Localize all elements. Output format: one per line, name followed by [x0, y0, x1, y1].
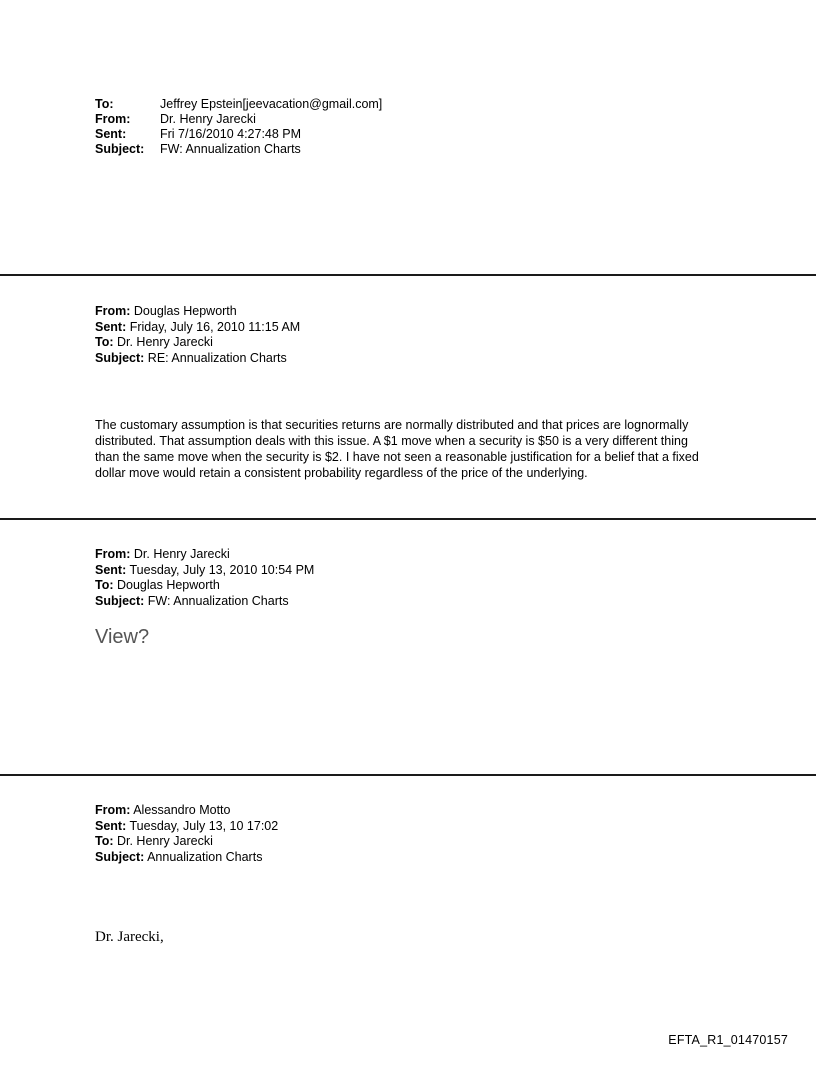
email1-sent-value: Friday, July 16, 2010 11:15 AM — [126, 319, 301, 334]
email1-subject — [95, 351, 300, 367]
email1-sent-label: Sent: — [95, 319, 127, 334]
from-value: Dr. Henry Jarecki — [160, 112, 256, 126]
email2-from — [95, 547, 314, 563]
top-email-header — [95, 97, 382, 157]
to-value: Jeffrey Epstein[jeevacation@gmail.com] — [160, 97, 383, 111]
email1-to — [95, 335, 300, 351]
email1-sent — [95, 320, 300, 336]
email1-to-value: Dr. Henry Jarecki — [113, 335, 213, 349]
email3-from — [95, 803, 278, 819]
email2-to-label: To: — [95, 578, 114, 592]
header-sent-row — [95, 127, 382, 142]
email1-from-value: Douglas Hepworth — [130, 304, 237, 318]
subject-value: FW: Annualization Charts — [160, 142, 301, 156]
email3-body: Dr. Jarecki, — [95, 929, 164, 945]
header-from-row — [95, 112, 382, 127]
email2-from-label: From: — [95, 547, 131, 561]
email1-body: The customary assumption is that securities returns are normally distributed and that prices are lognormally distributed. That assumption deals with this issue. A $1 move when a security is $50 is a very different thing than the same move when the security is $2. I have not seen a reasonable justification for a belief that a fixed dollar move would retain a consistent probability regardless of the price of the underlying. — [95, 418, 699, 480]
email2-sent-label: Sent: — [95, 562, 127, 577]
email3-sent-label: Sent: — [95, 818, 127, 833]
email1-subject-value: RE: Annualization Charts — [144, 350, 287, 365]
email3-subject — [95, 850, 278, 866]
email2-header — [95, 547, 314, 609]
email2-sent — [95, 563, 314, 579]
email2-subject-value: FW: Annualization Charts — [144, 593, 289, 608]
email2-subject-label: Subject: — [95, 593, 145, 608]
email3-to-value: Dr. Henry Jarecki — [113, 834, 213, 848]
to-label: To: — [95, 97, 114, 111]
header-subject-row — [95, 142, 382, 157]
email3-to-label: To: — [95, 834, 114, 848]
email3-sent — [95, 819, 278, 835]
email2-to-value: Douglas Hepworth — [113, 578, 220, 592]
subject-label: Subject: — [95, 142, 145, 156]
divider — [0, 518, 816, 520]
document-id: EFTA_R1_01470157 — [668, 1033, 788, 1047]
sent-value: Fri 7/16/2010 4:27:48 PM — [160, 127, 302, 141]
email3-from-value: Alessandro Motto — [130, 803, 231, 817]
email2-subject — [95, 594, 314, 610]
from-label: From: — [95, 112, 131, 126]
divider — [0, 774, 816, 776]
sent-label: Sent: — [95, 127, 127, 141]
email2-body: View? — [95, 626, 150, 648]
email2-from-value: Dr. Henry Jarecki — [130, 547, 230, 561]
email3-header — [95, 803, 278, 865]
divider — [0, 274, 816, 276]
email3-subject-label: Subject: — [95, 849, 145, 864]
header-to-row — [95, 97, 382, 112]
email1-to-label: To: — [95, 335, 114, 349]
email3-to — [95, 834, 278, 850]
email1-subject-label: Subject: — [95, 350, 145, 365]
email2-sent-value: Tuesday, July 13, 2010 10:54 PM — [126, 562, 315, 577]
email2-to — [95, 578, 314, 594]
email3-subject-value: Annualization Charts — [144, 849, 263, 864]
email1-from — [95, 304, 300, 320]
email1-header — [95, 304, 300, 366]
email3-from-label: From: — [95, 803, 131, 817]
email1-from-label: From: — [95, 304, 131, 318]
email3-sent-value: Tuesday, July 13, 10 17:02 — [126, 818, 279, 833]
